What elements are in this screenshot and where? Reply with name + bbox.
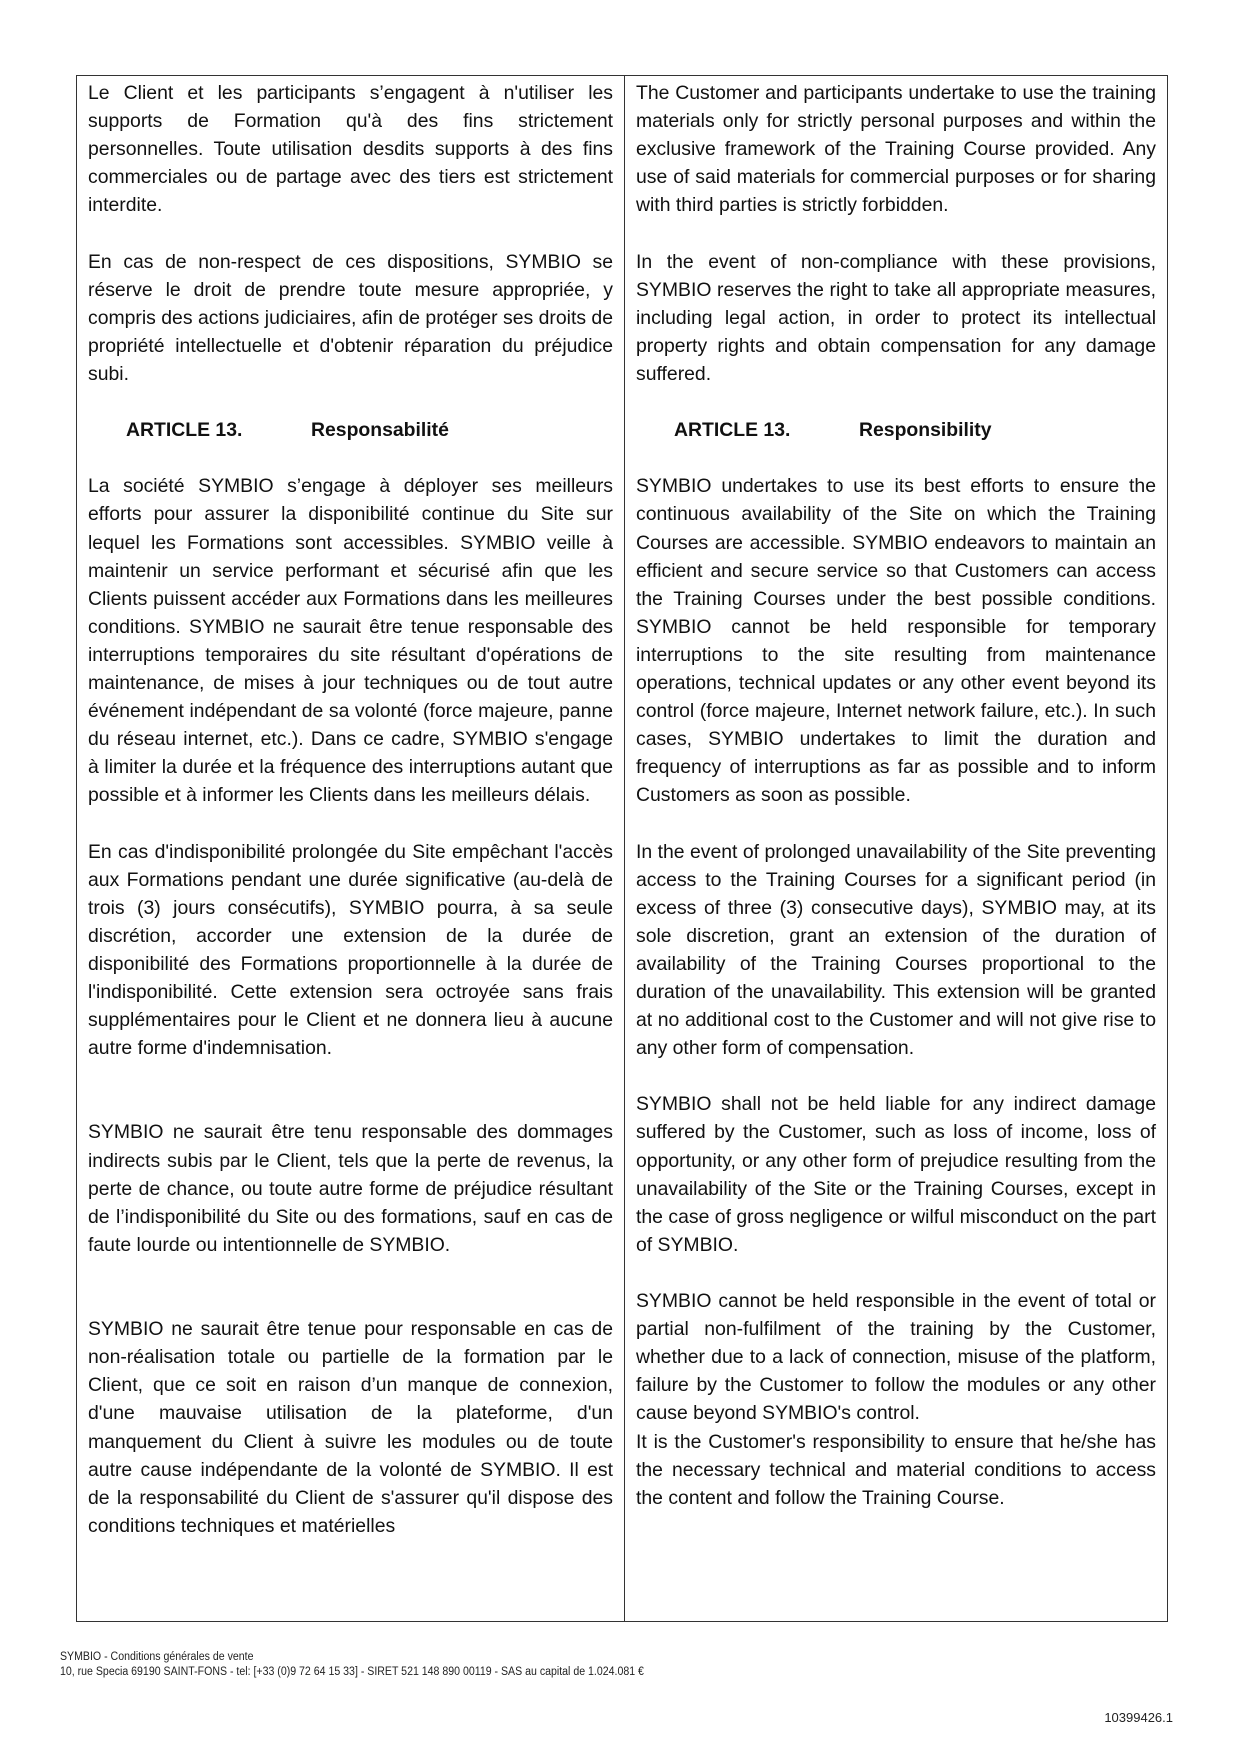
fr-article-title: Responsabilité: [311, 419, 449, 442]
en-article-number: ARTICLE 13.: [674, 419, 791, 442]
bilingual-terms-table: [76, 75, 1168, 1622]
french-column: [77, 76, 625, 1621]
fr-paragraph-availability: La société SYMBIO s’engage à déployer ses meilleurs efforts pour assurer la disponibilité continue du Site sur lequel les Formations sont accessibles. SYMBIO veille à maintenir un service performant et sécurisé afin que les Clients puissent accéder aux Formations dans les meilleures conditions. SYMBIO ne saurait être tenue responsable des interruptions temporaires du site résultant d'opérations de maintenance, de mises à jour techniques ou de tout autre événement indépendant de sa volonté (force majeure, panne du réseau internet, etc.). Dans ce cadre, SYMBIO s'engage à limiter la durée et la fréquence des interruptions autant que possible et à informer les Clients dans les meilleurs délais.: [88, 475, 613, 807]
en-paragraph-non-fulfilment: SYMBIO cannot be held responsible in the event of total or partial non-fulfilment of the training by the Customer, whether due to a lack of connection, misuse of the platform, failure by the Customer to follow the modules or any other cause beyond SYMBIO's control.: [636, 1290, 1156, 1425]
fr-paragraph-prolonged-unavailability: En cas d'indisponibilité prolongée du Site empêchant l'accès aux Formations pendant une durée significative (au-delà de trois (3) jours consécutifs), SYMBIO pourra, à sa seule discrétion, accorder une extension de la durée de disponibilité des Formations proportionnelle à la durée de l'indisponibilité. Cette extension sera octroyée sans frais supplémentaires pour le Client et ne donnera lieu à aucune autre forme d'indemnisation.: [88, 840, 613, 1060]
document-reference: 10399426.1: [1104, 1710, 1173, 1725]
fr-article-number: ARTICLE 13.: [126, 419, 243, 442]
fr-paragraph-non-compliance: En cas de non-respect de ces dispositions, SYMBIO se réserve le droit de prendre toute mesure appropriée, y compris des actions judiciaires, afin de protéger ses droits de propriété intellectuelle et d'obtenir réparation du préjudice subi.: [88, 250, 613, 385]
en-paragraph-indirect-damage: SYMBIO shall not be held liable for any indirect damage suffered by the Customer, such as loss of income, loss of opportunity, or any other form of prejudice resulting from the unavailability of the Site or the Training Courses, except in the case of gross negligence or wilful misconduct on the part of SYMBIO.: [636, 1093, 1156, 1256]
en-article-title: Responsibility: [859, 419, 992, 442]
page-footer: [60, 1650, 644, 1680]
en-paragraph-non-compliance: In the event of non-compliance with these provisions, SYMBIO reserves the right to take all appropriate measures, including legal action, in order to protect its intellectual property rights and obtain compensation for any damage suffered.: [636, 250, 1156, 385]
footer-address: 10, rue Specia 69190 SAINT-FONS - tel: [+33 (0)9 72 64 15 33] - SIRET 521 148 890 00119 - SAS au capital de 1.024.081 €: [60, 1666, 644, 1678]
en-paragraph-customer-responsibility: It is the Customer's responsibility to ensure that he/she has the necessary technical and material conditions to access the content and follow the Training Course.: [636, 1430, 1156, 1509]
fr-paragraph-indirect-damage: SYMBIO ne saurait être tenu responsable des dommages indirects subis par le Client, tels que la perte de revenus, la perte de chance, ou toute autre forme de préjudice résultant de l’indisponibilité du Site ou des formations, sauf en cas de faute lourde ou intentionnelle de SYMBIO.: [88, 1121, 613, 1256]
english-column: [625, 76, 1167, 1621]
fr-article-heading: [88, 416, 613, 444]
fr-paragraph-non-fulfilment: SYMBIO ne saurait être tenue pour responsable en cas de non-réalisation totale ou partielle de la formation par le Client, que ce soit en raison d’un manque de connexion, d'une mauvaise utilisation de la plateforme, d'un manquement du Client à suivre les modules ou de toute autre cause indépendante de la volonté de SYMBIO. Il est de la responsabilité du Client de s'assurer qu'il dispose des conditions techniques et matérielles: [88, 1318, 613, 1537]
en-paragraph-availability: SYMBIO undertakes to use its best efforts to ensure the continuous availability of the Site on which the Training Courses are accessible. SYMBIO endeavors to maintain an efficient and secure service so that Customers can access the Training Courses under the best possible conditions. SYMBIO cannot be held responsible for temporary interruptions to the site resulting from maintenance operations, technical updates or any other event beyond its control (force majeure, Internet network failure, etc.). In such cases, SYMBIO undertakes to limit the duration and frequency of interruptions as far as possible and to inform Customers as soon as possible.: [636, 475, 1156, 807]
en-paragraph-prolonged-unavailability: In the event of prolonged unavailability of the Site preventing access to the Training Courses for a significant period (in excess of three (3) consecutive days), SYMBIO may, at its sole discretion, grant an extension of the duration of availability of the Training Courses proportional to the duration of the unavailability. This extension will be granted at no additional cost to the Customer and will not give rise to any other form of compensation.: [636, 840, 1156, 1060]
fr-paragraph-materials-use: Le Client et les participants s’engagent à n'utiliser les supports de Formation qu'à des fins strictement personnelles. Toute utilisation desdits supports à des fins commerciales ou de partage avec des tiers est strictement interdite.: [88, 82, 613, 217]
en-article-heading: [636, 416, 1156, 444]
footer-title: SYMBIO - Conditions générales de vente: [60, 1651, 254, 1663]
en-paragraph-materials-use: The Customer and participants undertake to use the training materials only for strictly personal purposes and within the exclusive framework of the Training Course provided. Any use of said materials for commercial purposes or for sharing with third parties is strictly forbidden.: [636, 82, 1156, 217]
